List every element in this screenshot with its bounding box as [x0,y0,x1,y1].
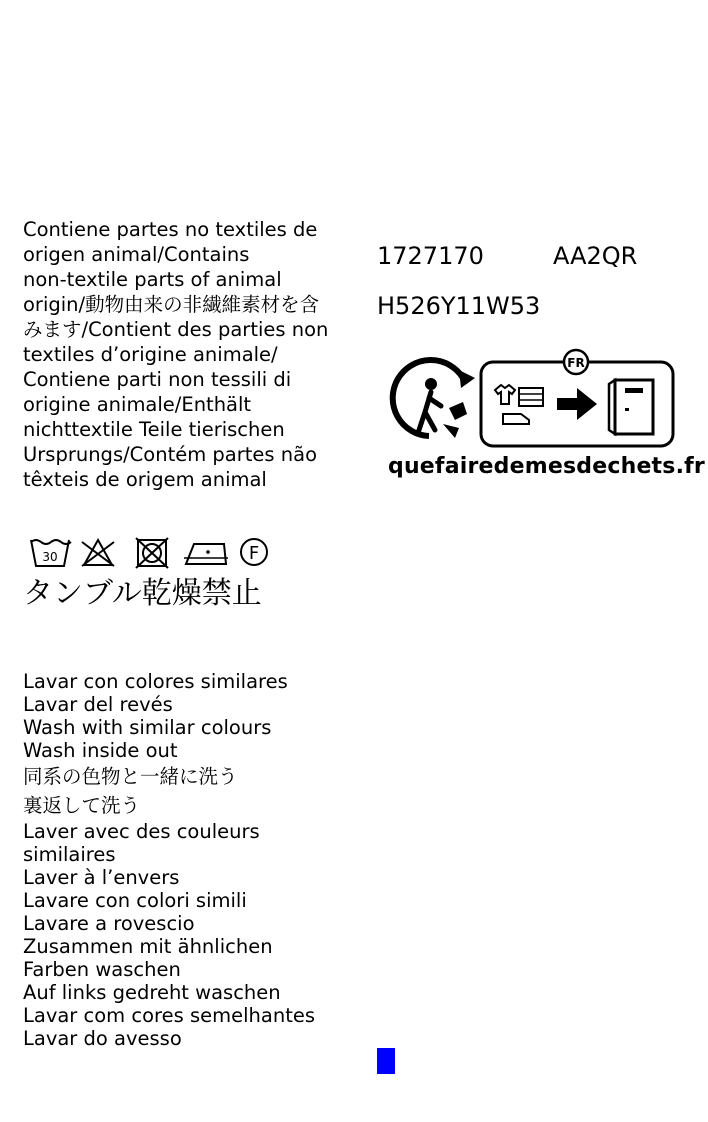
instruction-line: Wash inside out [23,739,178,762]
composition-line: non-textile parts of animal [23,268,282,291]
instruction-line: Laver avec des couleurs [23,820,260,843]
instruction-line: 裏返して洗う [23,794,141,817]
collection-bin-icon [609,380,653,434]
instruction-line: Zusammen mit ähnlichen [23,935,273,958]
tumble-dry-note: タンブル乾燥禁止 [23,576,262,611]
composition-line: Contiene partes no textiles de [23,218,318,241]
no-bleach-icon [74,532,130,572]
article-code: 1727170 [377,242,484,270]
supplier-code: AA2QR [553,242,638,270]
composition-line: textiles d’origine animale/ [23,343,278,366]
instruction-line: Wash with similar colours [23,716,272,739]
triman-url: quefairedemesdechets.fr [388,454,705,479]
triman-logo [385,348,677,448]
instruction-line: Laver à l’envers [23,866,180,889]
instruction-line: Farben waschen [23,958,181,981]
composition-line: みます/Contient des parties non [23,318,329,341]
wash-30-icon [28,532,74,572]
composition-line: origen animal/Contains [23,243,250,266]
instruction-line: similaires [23,843,116,866]
wash-instructions [23,670,315,1050]
composition-line: origin/動物由来の非繊維素材を含 [23,293,320,316]
composition-line: nichttextile Teile tierischen [23,418,285,441]
lot-code: H526Y11W53 [377,292,541,320]
composition-line: Contiene parti non tessili di [23,368,292,391]
instruction-line: Lavar do avesso [23,1027,182,1050]
arrow-right-icon [557,388,597,420]
instruction-line: Lavare a rovescio [23,912,195,935]
care-symbols [28,532,278,572]
dryclean-letter: F [248,543,260,564]
clothing-icon [495,385,543,424]
composition-text [23,217,328,492]
instruction-line: Lavare con colori simili [23,889,247,912]
composition-line: têxteis de origem animal [23,468,267,491]
instruction-line: Lavar con colores similares [23,670,288,693]
wash-temp-label: 30 [42,550,58,564]
blue-marker [377,1048,395,1074]
instruction-line: 同系の色物と一緒に洗う [23,765,238,788]
triman-icon [393,360,475,438]
instruction-line: Lavar com cores semelhantes [23,1004,315,1027]
instruction-line: Auf links gedreht waschen [23,981,281,1004]
dryclean-f-icon [238,532,278,572]
no-tumble-dry-icon [130,532,180,572]
iron-low-icon [180,532,238,572]
composition-line: Ursprungs/Contém partes não [23,443,317,466]
instruction-line: Lavar del revés [23,693,173,716]
composition-line: origine animale/Enthält [23,393,252,416]
triman-country: FR [567,356,585,370]
